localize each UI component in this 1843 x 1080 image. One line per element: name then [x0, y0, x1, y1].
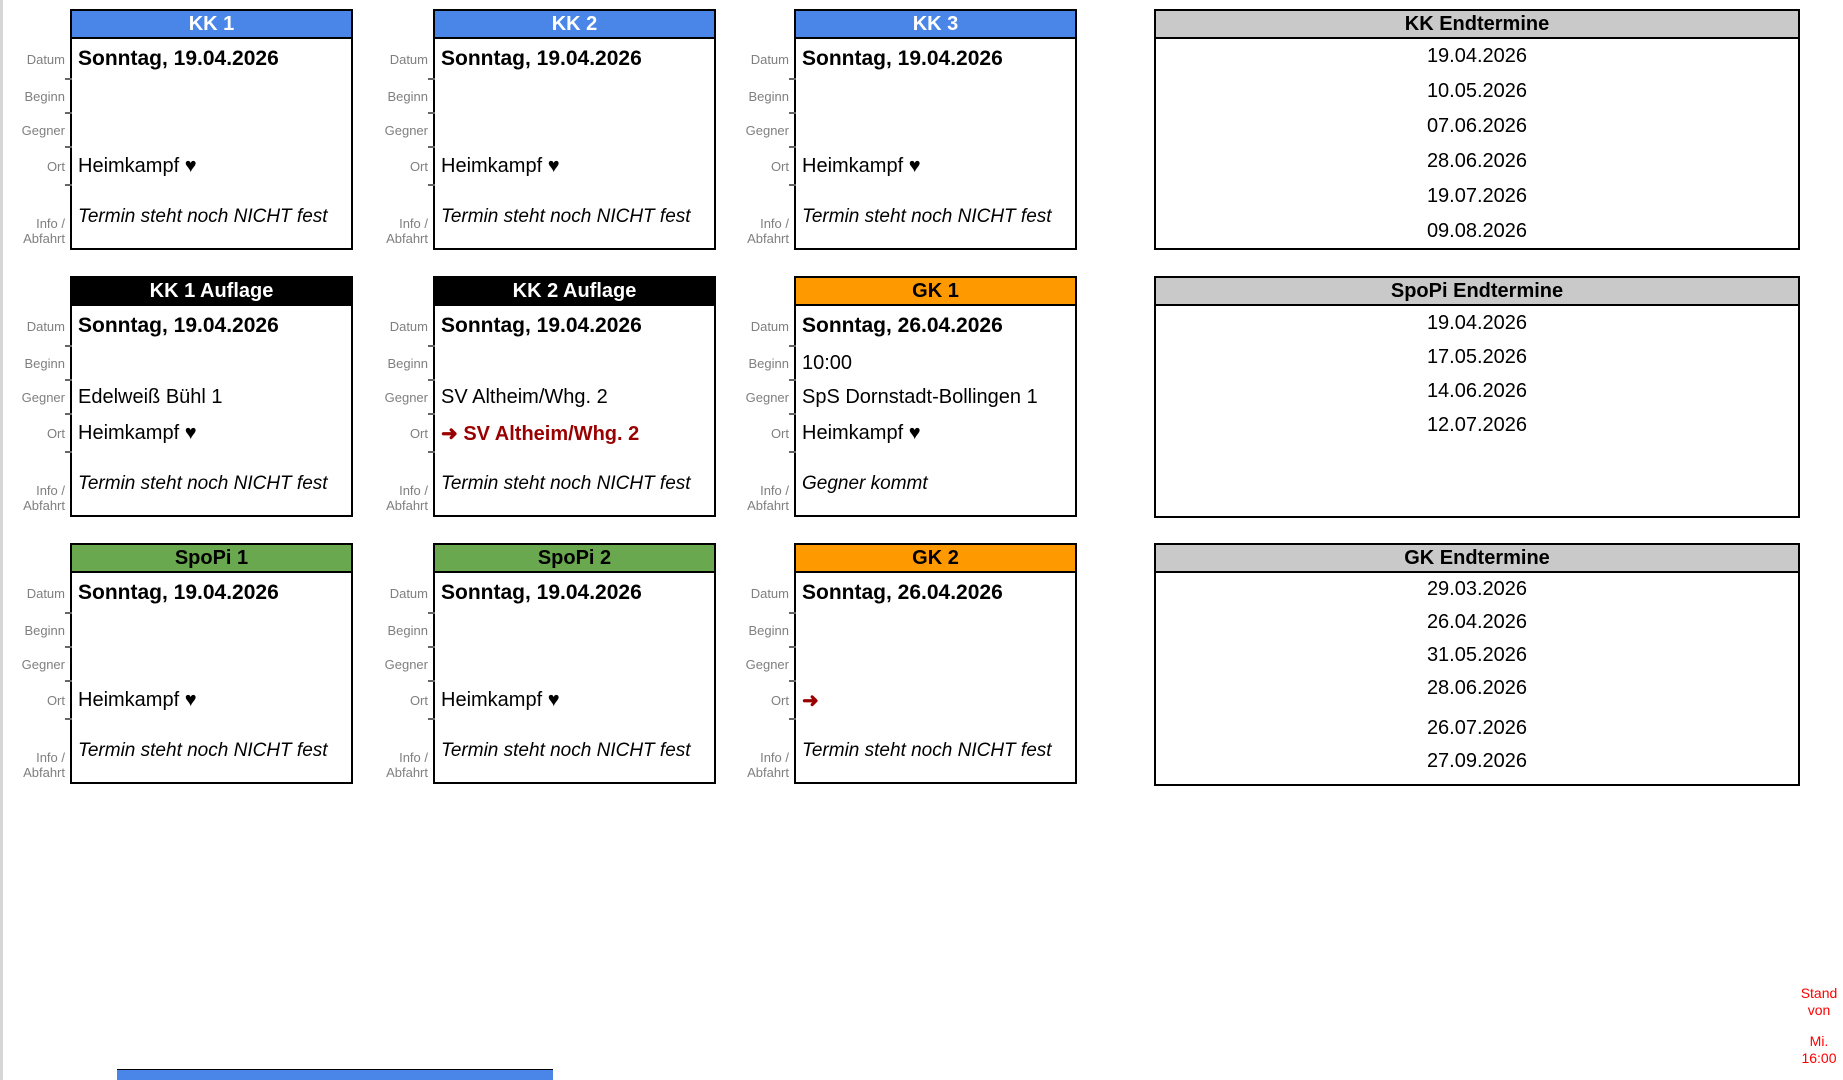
- row-label-info-abfahrt: Info / Abfahrt: [747, 750, 789, 780]
- match-card-kk1-auflage: [70, 276, 353, 517]
- row-label-gutter: [730, 276, 794, 517]
- row-label-datum: Datum: [6, 573, 70, 613]
- list-title: KK Endtermine: [1156, 11, 1798, 39]
- match-card-spopi1: [70, 543, 353, 784]
- card-beginn-value: [72, 613, 351, 647]
- match-card-gk1: [794, 276, 1077, 517]
- card-title: KK 2: [435, 11, 714, 39]
- row-label-ort: Ort: [6, 681, 70, 719]
- card-title: KK 3: [796, 11, 1075, 39]
- card-datum-value: Sonntag, 19.04.2026: [441, 47, 642, 70]
- row-label-datum: Datum: [369, 39, 433, 79]
- card-title: SpoPi 1: [72, 545, 351, 573]
- card-ort-value: Heimkampf ♥: [78, 688, 197, 711]
- card-gegner-value: [435, 113, 714, 147]
- row-label-gegner: Gegner: [6, 113, 70, 147]
- row-label-ort: Ort: [369, 147, 433, 185]
- card-gegner-value: [72, 113, 351, 147]
- card-block-gk2: [730, 543, 1077, 784]
- row-label-gegner: Gegner: [369, 113, 433, 147]
- row-label-ort: Ort: [369, 681, 433, 719]
- card-block-spopi1: [6, 543, 353, 784]
- date-item: 31.05.2026: [1426, 644, 1528, 666]
- card-datum-value: Sonntag, 26.04.2026: [802, 581, 1003, 604]
- card-datum-value: Sonntag, 19.04.2026: [441, 314, 642, 337]
- card-info-value: Termin steht noch NICHT fest: [78, 739, 328, 761]
- row-label-gegner: Gegner: [369, 380, 433, 414]
- row-label-beginn: Beginn: [730, 346, 794, 380]
- card-gegner-value: SV Altheim/Whg. 2: [441, 385, 608, 408]
- card-datum-value: Sonntag, 19.04.2026: [441, 581, 642, 604]
- stand-note: [1795, 985, 1843, 1067]
- date-item: 26.07.2026: [1426, 717, 1528, 739]
- row-label-ort: Ort: [730, 414, 794, 452]
- date-item: 19.04.2026: [1426, 45, 1528, 67]
- card-block-kk1: [6, 9, 353, 250]
- date-item: 19.04.2026: [1426, 312, 1528, 334]
- date-item: 28.06.2026: [1426, 150, 1528, 172]
- card-title: KK 1: [72, 11, 351, 39]
- left-edge-line: [0, 0, 3, 1080]
- row-label-beginn: Beginn: [730, 613, 794, 647]
- list-title: GK Endtermine: [1156, 545, 1798, 573]
- card-beginn-value: [72, 346, 351, 380]
- card-ort-value: Heimkampf ♥: [78, 421, 197, 444]
- card-beginn-value: [796, 613, 1075, 647]
- date-item: 07.06.2026: [1426, 115, 1528, 137]
- card-gegner-value: SpS Dornstadt-Bollingen 1: [802, 385, 1038, 408]
- date-item: 29.03.2026: [1426, 578, 1528, 600]
- list-spopi-endtermine: [1154, 276, 1800, 518]
- card-block-gk1: [730, 276, 1077, 517]
- stand-note-line2: Mi. 16:00: [1801, 1033, 1837, 1066]
- row-label-gutter: [730, 9, 794, 250]
- row-label-info-abfahrt: Info / Abfahrt: [747, 216, 789, 246]
- row-label-gutter: [369, 543, 433, 784]
- card-ort-value-away-arrow: ➜ SV Altheim/Whg. 2: [441, 422, 640, 445]
- row-label-gegner: Gegner: [730, 647, 794, 681]
- row-label-gegner: Gegner: [6, 380, 70, 414]
- card-beginn-value: [72, 79, 351, 113]
- card-info-value: Termin steht noch NICHT fest: [441, 739, 691, 761]
- row-label-datum: Datum: [6, 39, 70, 79]
- row-label-ort: Ort: [730, 681, 794, 719]
- card-datum-value: Sonntag, 26.04.2026: [802, 314, 1003, 337]
- match-card-kk1: [70, 9, 353, 250]
- row-label-datum: Datum: [6, 306, 70, 346]
- row-label-info-abfahrt: Info / Abfahrt: [386, 483, 428, 513]
- row-label-datum: Datum: [730, 573, 794, 613]
- card-ort-value: Heimkampf ♥: [441, 154, 560, 177]
- card-title: GK 1: [796, 278, 1075, 306]
- row-label-beginn: Beginn: [369, 346, 433, 380]
- row-label-gutter: [6, 276, 70, 517]
- row-label-gutter: [730, 543, 794, 784]
- card-info-value: Gegner kommt: [802, 472, 928, 494]
- card-ort-value-away-arrow: ➜: [802, 689, 819, 712]
- date-item: 26.04.2026: [1426, 611, 1528, 633]
- row-label-beginn: Beginn: [6, 613, 70, 647]
- card-datum-value: Sonntag, 19.04.2026: [78, 47, 279, 70]
- date-item: 19.07.2026: [1426, 185, 1528, 207]
- card-block-spopi2: [369, 543, 716, 784]
- card-gegner-value: [72, 647, 351, 681]
- card-info-value: Termin steht noch NICHT fest: [802, 205, 1052, 227]
- row-label-gutter: [369, 276, 433, 517]
- card-beginn-value: [435, 613, 714, 647]
- card-title: GK 2: [796, 545, 1075, 573]
- date-item: 14.06.2026: [1426, 380, 1528, 402]
- date-item: 09.08.2026: [1426, 220, 1528, 242]
- card-info-value: Termin steht noch NICHT fest: [441, 472, 691, 494]
- card-info-value: Termin steht noch NICHT fest: [802, 739, 1052, 761]
- date-item: 28.06.2026: [1426, 677, 1528, 699]
- card-gegner-value: Edelweiß Bühl 1: [78, 385, 223, 408]
- card-beginn-value: [796, 79, 1075, 113]
- list-title: SpoPi Endtermine: [1156, 278, 1798, 306]
- date-item: 27.09.2026: [1426, 750, 1528, 772]
- date-item: 12.07.2026: [1426, 414, 1528, 436]
- row-label-ort: Ort: [6, 147, 70, 185]
- card-ort-value: Heimkampf ♥: [78, 154, 197, 177]
- row-label-gutter: [369, 9, 433, 250]
- card-title: SpoPi 2: [435, 545, 714, 573]
- card-block-kk2: [369, 9, 716, 250]
- row-label-ort: Ort: [6, 414, 70, 452]
- row-label-beginn: Beginn: [369, 613, 433, 647]
- row-label-info-abfahrt: Info / Abfahrt: [23, 750, 65, 780]
- card-title: KK 1 Auflage: [72, 278, 351, 306]
- match-card-kk2-auflage: [433, 276, 716, 517]
- match-card-kk2: [433, 9, 716, 250]
- card-ort-value: Heimkampf ♥: [802, 154, 921, 177]
- row-label-datum: Datum: [730, 39, 794, 79]
- row-label-gegner: Gegner: [730, 113, 794, 147]
- list-kk-endtermine: [1154, 9, 1800, 250]
- row-label-gutter: [6, 9, 70, 250]
- match-card-spopi2: [433, 543, 716, 784]
- row-label-beginn: Beginn: [6, 346, 70, 380]
- card-ort-value: Heimkampf ♥: [441, 688, 560, 711]
- card-gegner-value: [435, 647, 714, 681]
- card-gegner-value: [796, 113, 1075, 147]
- row-label-datum: Datum: [730, 306, 794, 346]
- card-info-value: Termin steht noch NICHT fest: [441, 205, 691, 227]
- row-label-ort: Ort: [369, 414, 433, 452]
- row-label-info-abfahrt: Info / Abfahrt: [747, 483, 789, 513]
- row-label-gutter: [6, 543, 70, 784]
- date-item: 10.05.2026: [1426, 80, 1528, 102]
- card-ort-value: Heimkampf ♥: [802, 421, 921, 444]
- card-title: KK 2 Auflage: [435, 278, 714, 306]
- row-label-gegner: Gegner: [369, 647, 433, 681]
- partial-next-card-header-bar: [117, 1069, 553, 1080]
- row-label-gegner: Gegner: [730, 380, 794, 414]
- card-datum-value: Sonntag, 19.04.2026: [802, 47, 1003, 70]
- card-beginn-value: [435, 346, 714, 380]
- row-label-info-abfahrt: Info / Abfahrt: [386, 216, 428, 246]
- card-beginn-value: 10:00: [802, 351, 853, 374]
- row-label-info-abfahrt: Info / Abfahrt: [23, 483, 65, 513]
- card-block-kk2-auflage: [369, 276, 716, 517]
- match-card-kk3: [794, 9, 1077, 250]
- match-card-gk2: [794, 543, 1077, 784]
- card-beginn-value: [435, 79, 714, 113]
- card-datum-value: Sonntag, 19.04.2026: [78, 314, 279, 337]
- row-label-beginn: Beginn: [369, 79, 433, 113]
- row-label-datum: Datum: [369, 573, 433, 613]
- row-label-beginn: Beginn: [6, 79, 70, 113]
- row-label-info-abfahrt: Info / Abfahrt: [23, 216, 65, 246]
- list-gk-endtermine: [1154, 543, 1800, 786]
- stand-note-line1: Stand von: [1800, 985, 1838, 1018]
- row-label-gegner: Gegner: [6, 647, 70, 681]
- row-label-datum: Datum: [369, 306, 433, 346]
- row-label-beginn: Beginn: [730, 79, 794, 113]
- card-gegner-value: [796, 647, 1075, 681]
- row-label-info-abfahrt: Info / Abfahrt: [386, 750, 428, 780]
- card-info-value: Termin steht noch NICHT fest: [78, 472, 328, 494]
- row-label-ort: Ort: [730, 147, 794, 185]
- card-datum-value: Sonntag, 19.04.2026: [78, 581, 279, 604]
- date-item: 17.05.2026: [1426, 346, 1528, 368]
- card-block-kk3: [730, 9, 1077, 250]
- card-block-kk1-auflage: [6, 276, 353, 517]
- card-info-value: Termin steht noch NICHT fest: [78, 205, 328, 227]
